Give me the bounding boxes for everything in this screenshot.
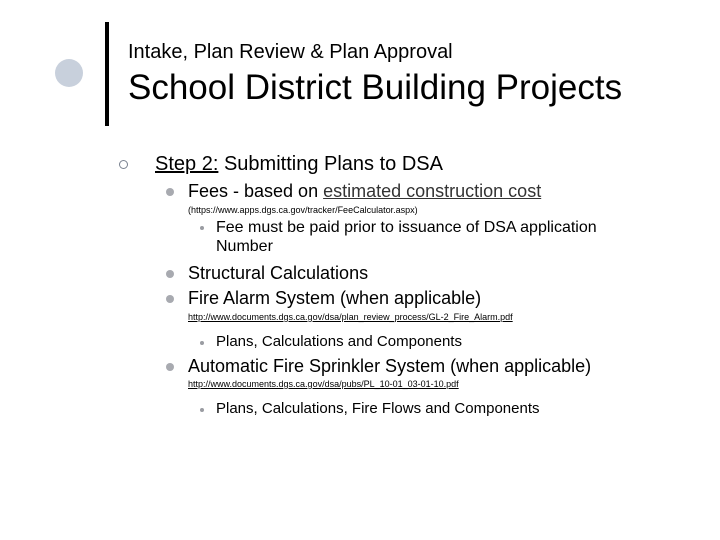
sub-bullet-icon [200, 408, 204, 412]
bullet-icon [166, 188, 174, 196]
fire-alarm-sub: Plans, Calculations and Components [216, 333, 462, 350]
fees-link[interactable]: estimated construction cost [323, 181, 542, 201]
slide-title: School District Building Projects [128, 68, 623, 107]
fee-note-line2: Number [216, 238, 273, 255]
ring-bullet-icon [119, 160, 128, 169]
fees-url[interactable]: (https://www.apps.dgs.ca.gov/tracker/FeeCalculator.aspx) [188, 205, 418, 215]
slide-subtitle: Intake, Plan Review & Plan Approval [128, 41, 453, 63]
fees-prefix: Fees - based on [188, 181, 324, 201]
structural-item: Structural Calculations [188, 263, 369, 283]
sub-bullet-icon [200, 341, 204, 345]
fire-alarm-url[interactable]: http://www.documents.dgs.ca.gov/dsa/plan_review_process/GL-2_Fire_Alarm.pdf [188, 312, 513, 322]
accent-dot [55, 59, 83, 87]
step-text: Submitting Plans to DSA [218, 153, 443, 175]
fee-note-line1: Fee must be paid prior to issuance of DSA application [216, 219, 597, 236]
step-label: Step 2: [155, 153, 219, 175]
fire-alarm-item: Fire Alarm System (when applicable) [188, 288, 482, 308]
title-divider [105, 22, 109, 126]
bullet-icon [166, 270, 174, 278]
bullet-icon [166, 363, 174, 371]
sub-bullet-icon [200, 226, 204, 230]
sprinkler-item: Automatic Fire Sprinkler System (when applicable) [188, 356, 592, 376]
bullet-icon [166, 295, 174, 303]
sprinkler-url[interactable]: http://www.documents.dgs.ca.gov/dsa/pubs/PL_10-01_03-01-10.pdf [188, 379, 459, 389]
fees-item [188, 181, 541, 202]
sprinkler-sub: Plans, Calculations, Fire Flows and Components [216, 400, 540, 417]
step-heading [155, 153, 443, 176]
